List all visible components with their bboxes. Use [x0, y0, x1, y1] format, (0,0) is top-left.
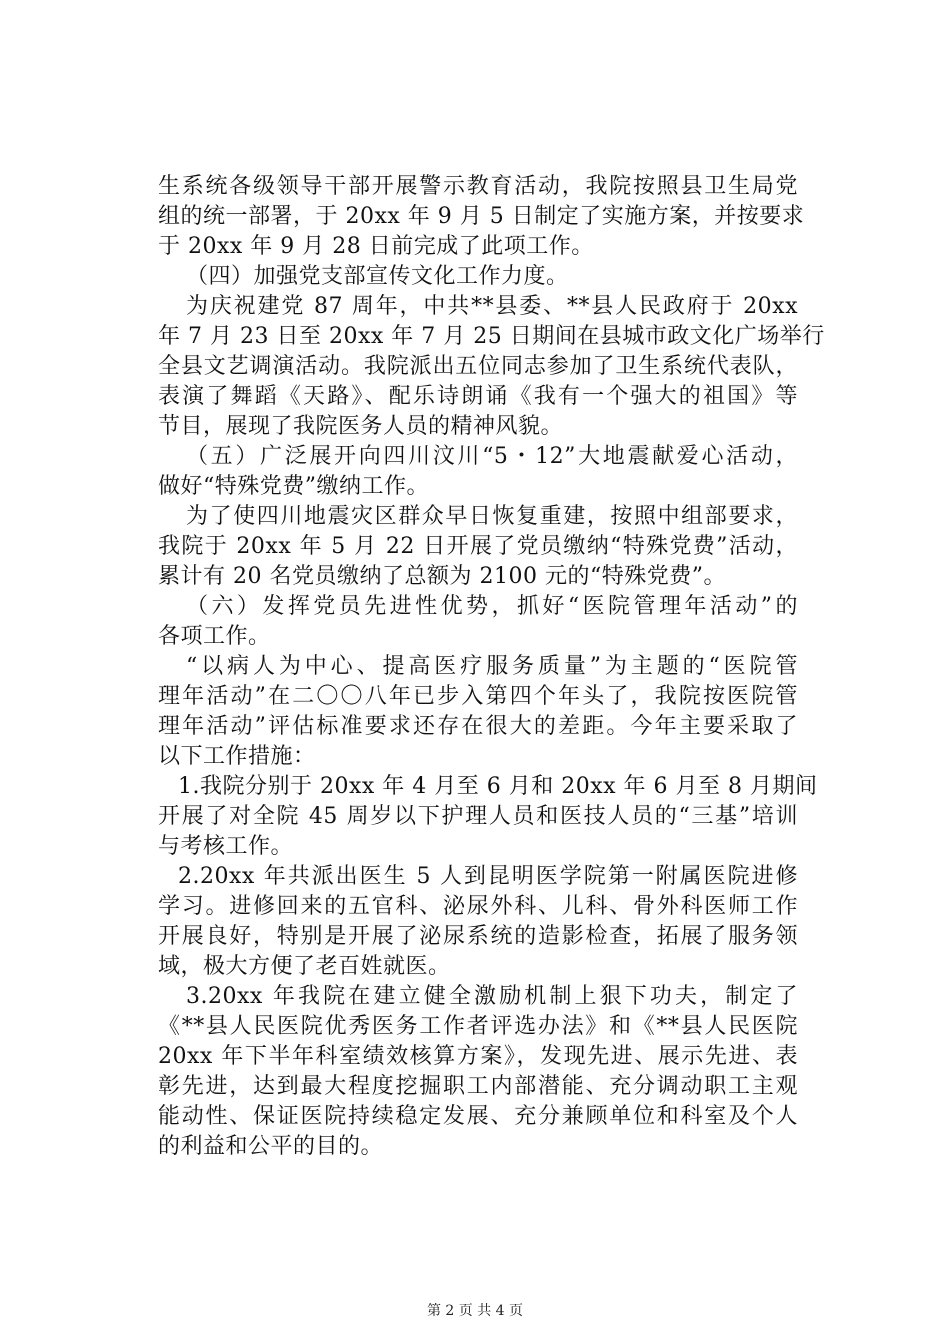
text-line: 理年活动”在二〇〇八年已步入第四个年头了，我院按医院管 [158, 684, 798, 709]
text-line: 我院于 20xx 年 5 月 22 日开展了党员缴纳“特殊党费”活动， [158, 534, 798, 559]
text-line: 3.20xx 年我院在建立健全激励机制上狠下功夫，制定了 [186, 984, 798, 1009]
text-line: 组的统一部署，于 20xx 年 9 月 5 日制定了实施方案，并按要求 [158, 204, 805, 229]
text-line: 各项工作。 [158, 624, 271, 649]
text-line: （六）发挥党员先进性优势，抓好“医院管理年活动”的 [186, 594, 798, 619]
text-line: 彰先进，达到最大程度挖掘职工内部潜能、充分调动职工主观 [158, 1074, 798, 1099]
text-line: 《**县人民医院优秀医务工作者评选办法》和《**县人民医院 [158, 1014, 798, 1039]
text-line: 域，极大方便了老百姓就医。 [158, 954, 451, 979]
text-line: 开展良好，特别是开展了泌尿系统的造影检查，拓展了服务领 [158, 924, 798, 949]
text-line: 20xx 年下半年科室绩效核算方案》，发现先进、展示先进、表 [158, 1044, 798, 1069]
text-line: 累计有 20 名党员缴纳了总额为 2100 元的“特殊党费”。 [158, 564, 726, 589]
text-line: 为了使四川地震灾区群众早日恢复重建，按照中组部要求， [186, 504, 798, 529]
text-line: 学习。进修回来的五官科、泌尿外科、儿科、骨外科医师工作 [158, 894, 798, 919]
text-line: 为庆祝建党 87 周年，中共**县委、**县人民政府于 20xx [186, 294, 798, 319]
text-line: “以病人为中心、提高医疗服务质量”为主题的“医院管 [186, 654, 798, 679]
text-line: 2.20xx 年共派出医生 5 人到昆明医学院第一附属医院进修 [178, 864, 798, 889]
text-line: 以下工作措施： [158, 744, 316, 769]
text-line: 表演了舞蹈《天路》、配乐诗朗诵《我有一个强大的祖国》等 [158, 384, 798, 409]
text-line: 生系统各级领导干部开展警示教育活动，我院按照县卫生局党 [158, 174, 798, 199]
text-line: 理年活动”评估标准要求还存在很大的差距。今年主要采取了 [158, 714, 798, 739]
page-footer: 第 2 页 共 4 页 [426, 1303, 524, 1319]
text-line: 节目，展现了我院医务人员的精神风貌。 [158, 414, 564, 439]
document-body [158, 172, 825, 1162]
text-line: 年 7 月 23 日至 20xx 年 7 月 25 日期间在县城市政文化广场举行 [158, 324, 825, 349]
text-line: 的利益和公平的目的。 [158, 1134, 384, 1159]
text-line: 1.我院分别于 20xx 年 4 月至 6 月和 20xx 年 6 月至 8 月期间 [178, 774, 818, 799]
text-line: （五）广泛展开向四川汶川“5・12”大地震献爱心活动， [186, 444, 798, 469]
text-line: 于 20xx 年 9 月 28 日前完成了此项工作。 [158, 234, 594, 259]
text-line: 全县文艺调演活动。我院派出五位同志参加了卫生系统代表队， [158, 354, 798, 379]
text-line: 与考核工作。 [158, 834, 294, 859]
text-line: 做好“特殊党费”缴纳工作。 [158, 474, 429, 499]
text-line: 开展了对全院 45 周岁以下护理人员和医技人员的“三基”培训 [158, 804, 798, 829]
text-line: （四）加强党支部宣传文化工作力度。 [186, 264, 569, 289]
text-line: 能动性、保证医院持续稳定发展、充分兼顾单位和科室及个人 [158, 1104, 798, 1129]
